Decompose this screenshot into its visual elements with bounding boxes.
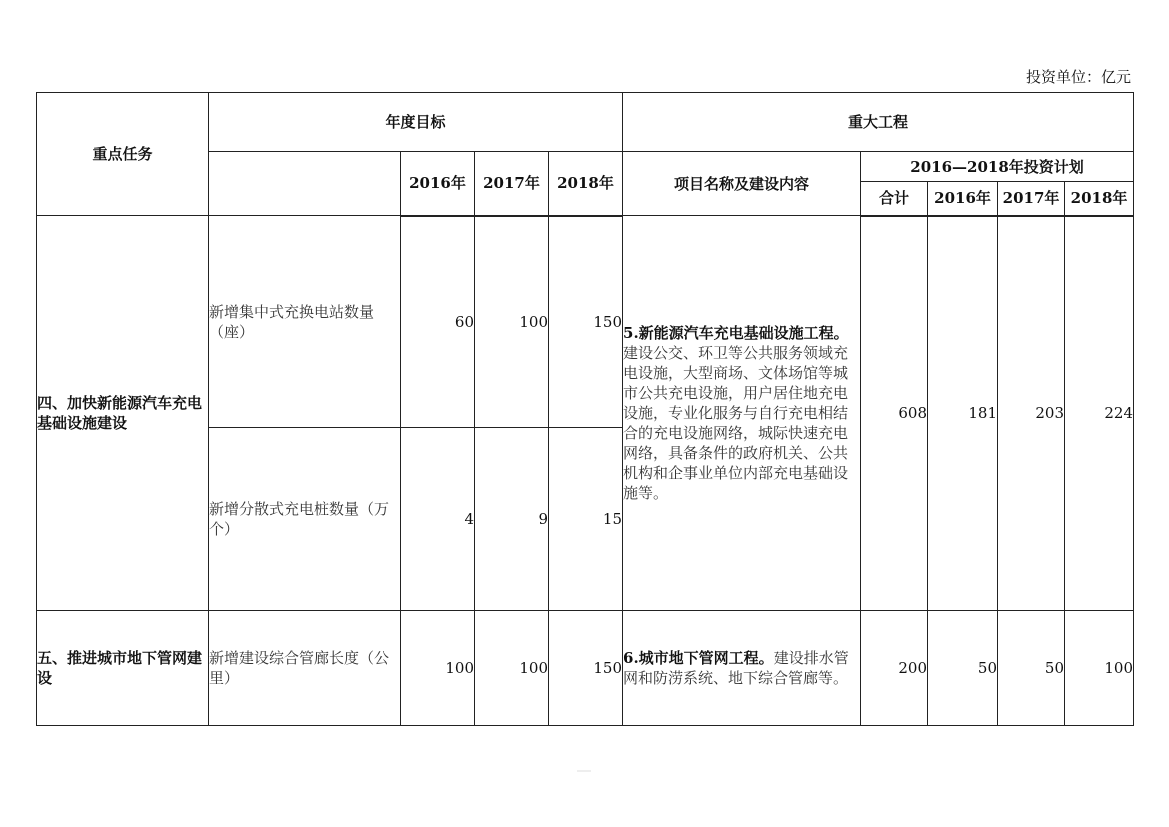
investment-unit-label: 投资单位：亿元 xyxy=(1025,68,1131,86)
project-title: 6.城市地下管网工程。 xyxy=(623,649,774,667)
project-description xyxy=(623,216,861,611)
target-2016-value: 4 xyxy=(401,428,475,611)
target-2017-value: 9 xyxy=(475,428,549,611)
header-project-name: 项目名称及建设内容 xyxy=(623,152,861,216)
header-task: 重点任务 xyxy=(37,93,209,216)
target-name: 新增建设综合管廊长度（公里） xyxy=(209,611,401,726)
header-target-name-blank xyxy=(209,152,401,216)
project-content: 建设排水管网和防涝系统、地下综合管廊等。 xyxy=(623,649,849,687)
header-invest-total: 合计 xyxy=(861,182,928,216)
invest-2016: 181 xyxy=(928,216,998,611)
header-target-2017: 2017年 xyxy=(475,152,549,216)
invest-2018: 100 xyxy=(1065,611,1134,726)
invest-total: 200 xyxy=(861,611,928,726)
task-cell: 四、加快新能源汽车充电基础设施建设 xyxy=(37,216,209,611)
target-2016-value: 60 xyxy=(401,216,475,428)
header-invest-2016: 2016年 xyxy=(928,182,998,216)
project-title: 5.新能源汽车充电基础设施工程。 xyxy=(623,324,849,342)
page-mark xyxy=(577,770,591,772)
invest-total: 608 xyxy=(861,216,928,611)
header-invest-2018: 2018年 xyxy=(1065,182,1134,216)
target-2018-value: 150 xyxy=(549,216,623,428)
target-2018-value: 150 xyxy=(549,611,623,726)
header-target-2016: 2016年 xyxy=(401,152,475,216)
target-2017-value: 100 xyxy=(475,611,549,726)
target-name: 新增分散式充电桩数量（万个） xyxy=(209,428,401,611)
target-2017-value: 100 xyxy=(475,216,549,428)
task-cell: 五、推进城市地下管网建设 xyxy=(37,611,209,726)
header-annual-targets: 年度目标 xyxy=(209,93,623,152)
header-major-projects: 重大工程 xyxy=(623,93,1134,152)
table-row xyxy=(37,611,1134,726)
investment-plan-table xyxy=(36,92,1134,726)
invest-2018: 224 xyxy=(1065,216,1134,611)
invest-2017: 50 xyxy=(998,611,1065,726)
invest-2017: 203 xyxy=(998,216,1065,611)
header-investment-plan: 2016—2018年投资计划 xyxy=(861,152,1134,182)
header-invest-2017: 2017年 xyxy=(998,182,1065,216)
table-row xyxy=(37,216,1134,428)
target-2018-value: 15 xyxy=(549,428,623,611)
header-target-2018: 2018年 xyxy=(549,152,623,216)
target-2016-value: 100 xyxy=(401,611,475,726)
project-content: 建设公交、环卫等公共服务领域充电设施，大型商场、文体场馆等城市公共充电设施，用户居住地充电设施，专业化服务与自行充电相结合的充电设施网络，城际快速充电网络，具备条件的政府机关、公共机构和企事业单位内部充电基础设施等。 xyxy=(623,344,849,502)
target-name: 新增集中式充换电站数量（座） xyxy=(209,216,401,428)
project-description xyxy=(623,611,861,726)
invest-2016: 50 xyxy=(928,611,998,726)
